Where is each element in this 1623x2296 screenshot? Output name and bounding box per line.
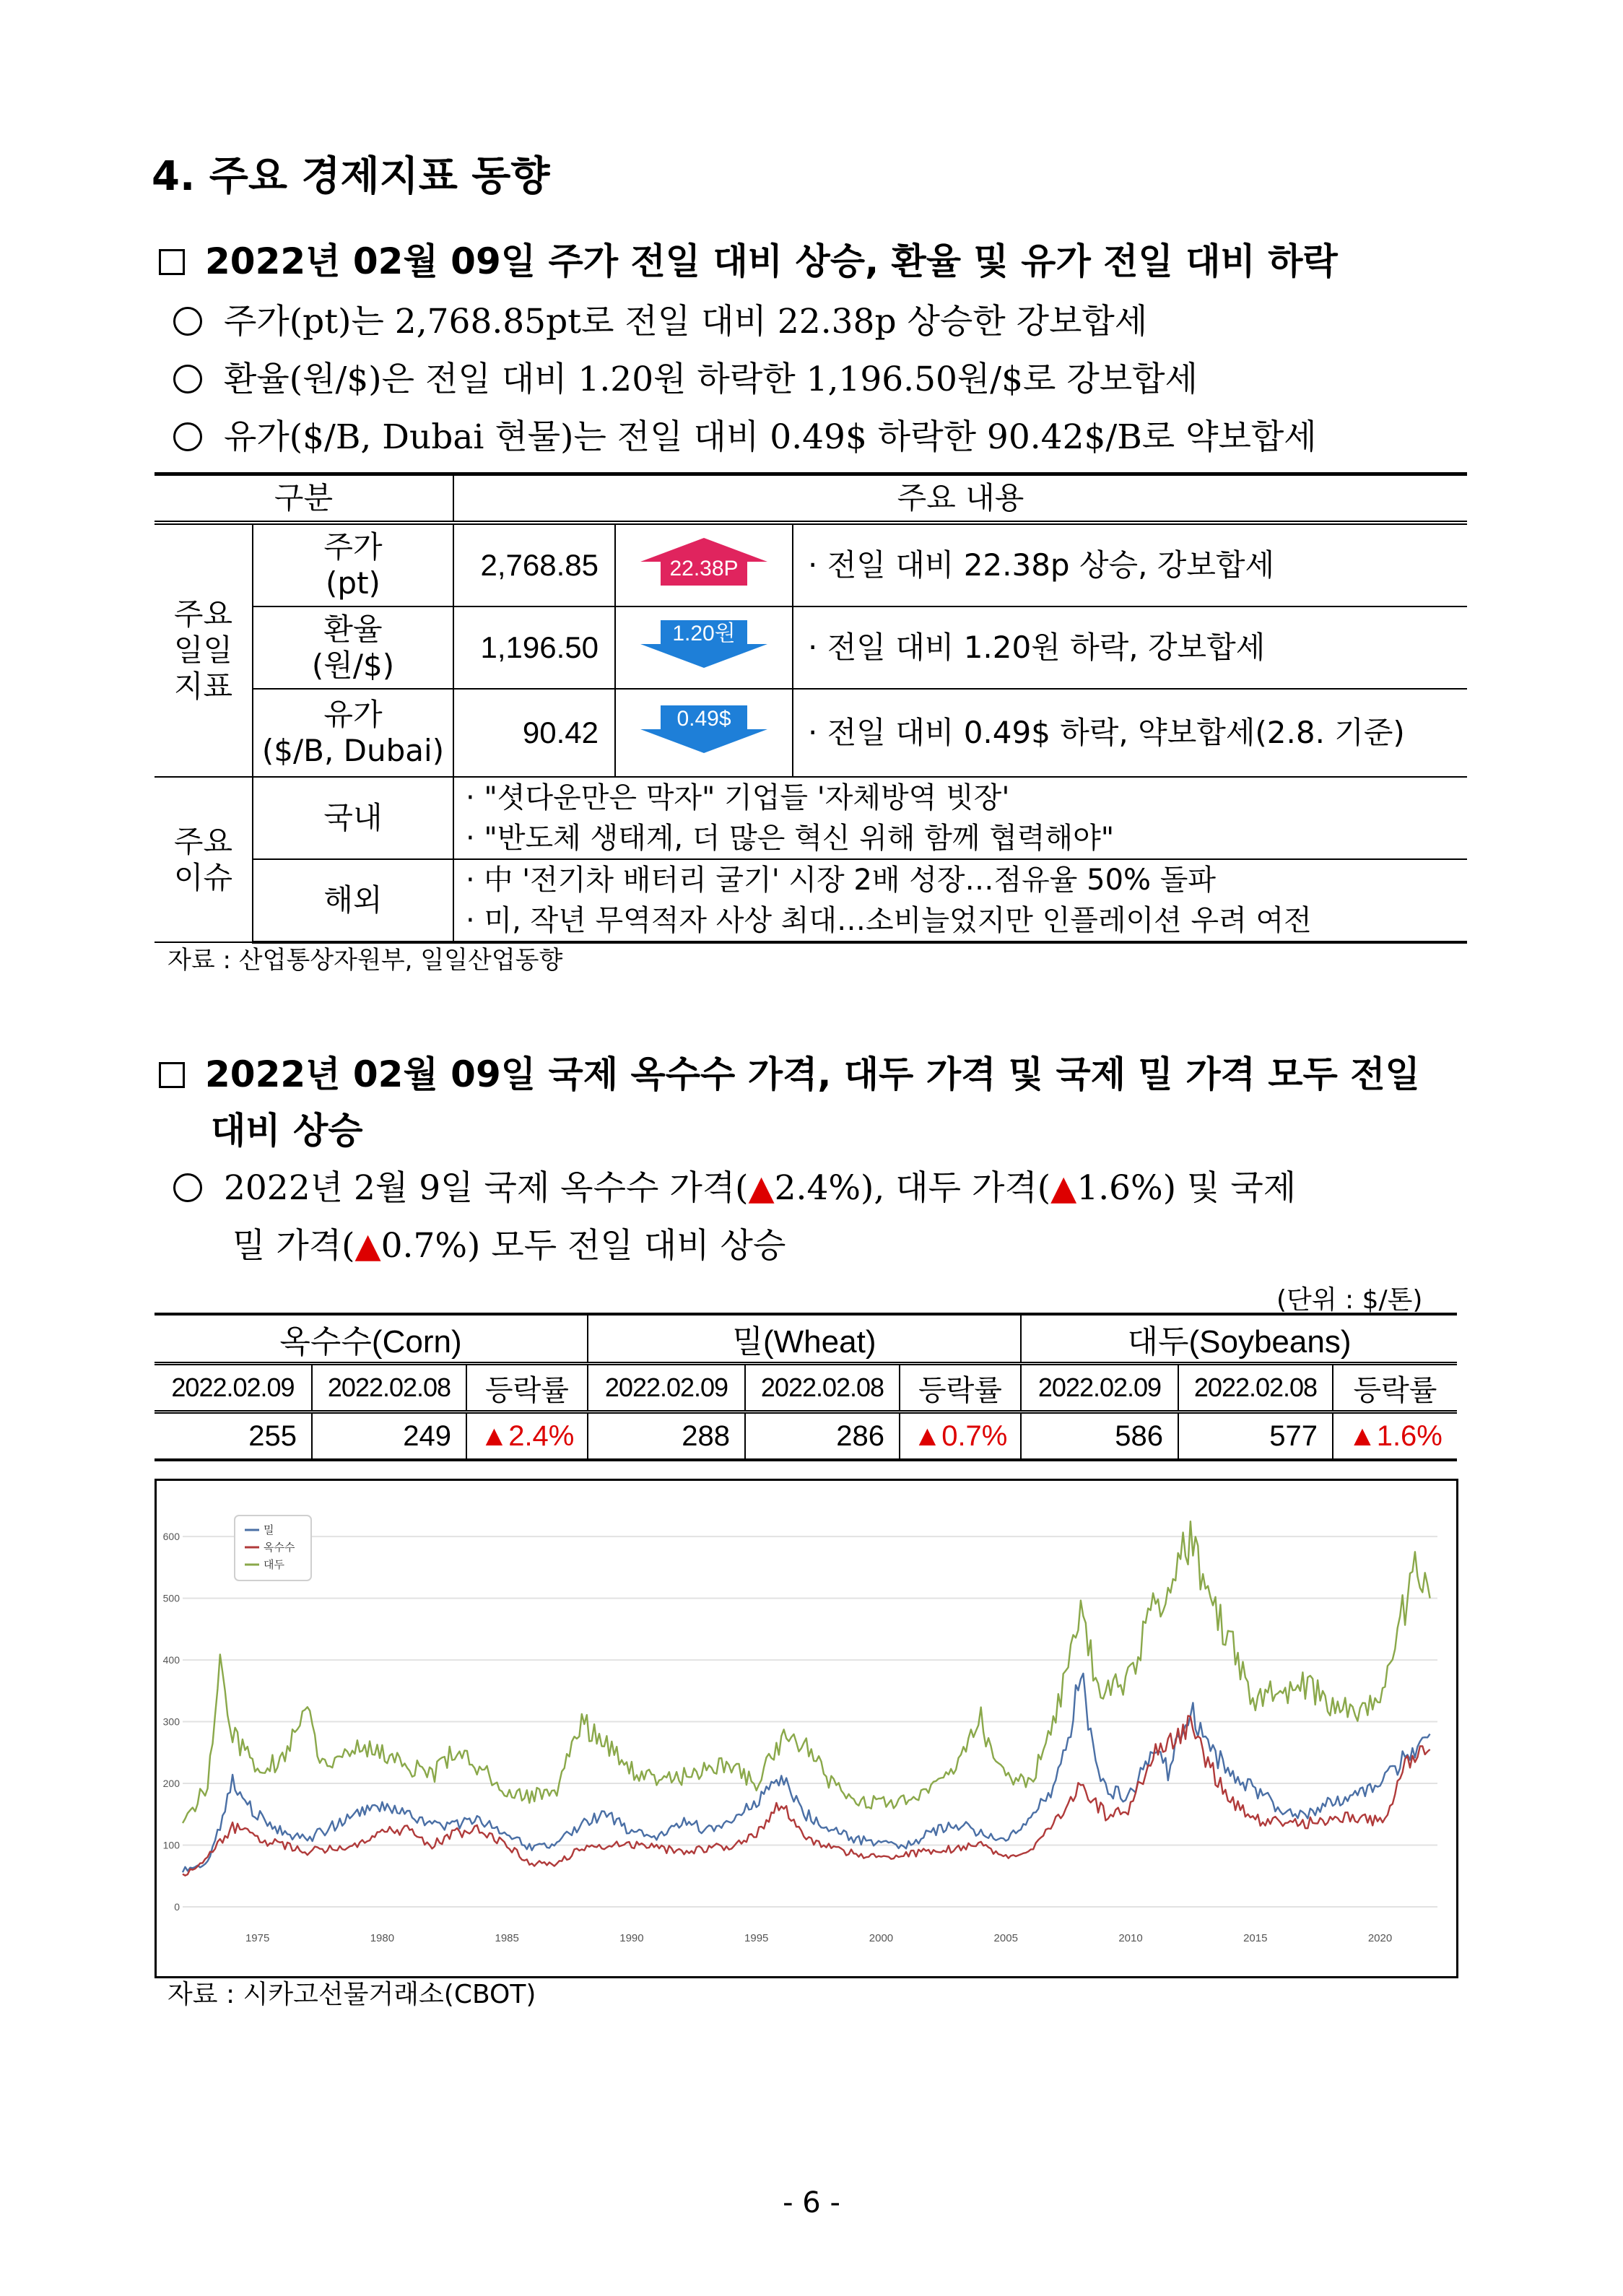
soy-today: 586 [1021, 1412, 1178, 1461]
up-triangle-icon: ▲ [748, 1168, 775, 1208]
bullet-stock: 주가(pt)는 2,768.85pt로 전일 대비 22.38p 상승한 강보합세 [173, 295, 1147, 343]
issue-label-domestic: 국내 [253, 777, 453, 859]
corn-rate: ▲2.4% [466, 1412, 588, 1461]
circle-bullet-icon [173, 1173, 202, 1202]
bullet-fx: 환율(원/$)은 전일 대비 1.20원 하락한 1,196.50원/$로 강보합세 [173, 352, 1198, 401]
daily-indicator-table [155, 472, 1467, 944]
col-rate: 등락률 [1333, 1364, 1457, 1412]
oil-value: 90.42 [453, 689, 615, 777]
down-arrow-icon [639, 704, 769, 755]
row-label-oil: 유가 ($/B, Dubai) [253, 689, 453, 777]
series-line-wheat [183, 1674, 1430, 1873]
col-rate: 등락률 [900, 1364, 1021, 1412]
issue-line: · 中 '전기차 배터리 굴기' 시장 2배 성장…점유율 50% 돌파 [466, 864, 1217, 897]
bullet-oil: 유가($/B, Dubai 현물)는 전일 대비 0.49$ 하락한 90.42$/B로 약보합세 [173, 410, 1317, 458]
unit-label: (단위 : $/톤) [1276, 1285, 1423, 1315]
up-arrow-icon [639, 536, 769, 587]
checkbox-square-icon [159, 249, 185, 275]
stock-change-label: 22.38P [669, 556, 739, 580]
bullet-grain: 2022년 2월 9일 국제 옥수수 가격(▲2.4%), 대두 가격(▲1.6%) 및 국제 [173, 1161, 1296, 1209]
heading-stock-fx-oil [159, 232, 1338, 284]
stock-desc: · 전일 대비 22.38p 상승, 강보합세 [793, 523, 1467, 606]
issue-overseas [453, 859, 1467, 942]
x-tick-label: 2000 [869, 1932, 894, 1944]
y-tick-label: 200 [162, 1778, 180, 1790]
heading-text: 2022년 02월 09일 주가 전일 대비 상승, 환율 및 유가 전일 대비 하락 [205, 240, 1338, 282]
fx-desc: · 전일 대비 1.20원 하락, 강보합세 [793, 606, 1467, 689]
header-content: 주요 내용 [453, 474, 1467, 523]
fx-change-label: 1.20원 [672, 621, 736, 645]
x-tick-label: 2005 [993, 1932, 1018, 1944]
x-tick-label: 1985 [495, 1932, 519, 1944]
oil-change-cell [615, 689, 793, 777]
col-date-today: 2022.02.09 [588, 1364, 745, 1412]
section-title: 4. 주요 경제지표 동향 [152, 153, 550, 200]
x-tick-label: 1980 [370, 1932, 395, 1944]
up-triangle-icon: ▲ [1050, 1168, 1077, 1208]
bullet-grain-line2: 밀 가격(▲0.7%) 모두 전일 대비 상승 [232, 1226, 786, 1266]
col-date-prev: 2022.02.08 [312, 1364, 466, 1412]
circle-bullet-icon [173, 422, 202, 451]
issue-label-overseas: 해외 [253, 859, 453, 942]
group-major-issues: 주요 이슈 [155, 777, 253, 942]
corn-prev: 249 [312, 1412, 466, 1461]
issue-line: · "반도체 생태계, 더 많은 혁신 위해 함께 협력해야" [466, 822, 1115, 855]
source-note-2: 자료 : 시카고선물거래소(CBOT) [167, 1980, 536, 2009]
oil-desc: · 전일 대비 0.49$ 하락, 약보합세(2.8. 기준) [793, 689, 1467, 777]
chart-svg [157, 1481, 1456, 1976]
col-date-today: 2022.02.09 [155, 1364, 312, 1412]
source-note-1: 자료 : 산업통상자원부, 일일산업동향 [167, 946, 563, 975]
issue-domestic [453, 777, 1467, 859]
soy-rate: ▲1.6% [1333, 1412, 1457, 1461]
y-tick-label: 0 [174, 1901, 180, 1913]
x-tick-label: 2015 [1243, 1932, 1268, 1944]
x-tick-label: 2020 [1367, 1932, 1393, 1944]
page-number: - 6 - [783, 2186, 840, 2219]
soy-prev: 577 [1178, 1412, 1333, 1461]
x-tick-label: 1990 [619, 1932, 644, 1944]
legend-label: 옥수수 [264, 1541, 295, 1554]
col-rate: 등락률 [466, 1364, 588, 1412]
group-wheat: 밀(Wheat) [588, 1314, 1021, 1364]
y-tick-label: 300 [162, 1716, 180, 1728]
grain-price-table [155, 1313, 1457, 1461]
stock-change-cell [615, 523, 793, 606]
y-tick-label: 600 [162, 1531, 180, 1543]
y-tick-label: 100 [162, 1839, 180, 1851]
col-date-prev: 2022.02.08 [1178, 1364, 1333, 1412]
group-corn: 옥수수(Corn) [155, 1314, 588, 1364]
issue-line: · 미, 작년 무역적자 사상 최대…소비늘었지만 인플레이션 우려 여전 [466, 904, 1312, 937]
y-tick-label: 400 [162, 1654, 180, 1666]
fx-value: 1,196.50 [453, 606, 615, 689]
fx-change-cell [615, 606, 793, 689]
group-daily-indicators: 주요 일일 지표 [155, 523, 253, 777]
x-tick-label: 2010 [1118, 1932, 1143, 1944]
wheat-rate: ▲0.7% [900, 1412, 1021, 1461]
legend-label: 밀 [264, 1523, 274, 1536]
checkbox-square-icon [159, 1062, 185, 1088]
series-line-soybean [183, 1521, 1430, 1823]
circle-bullet-icon [173, 365, 202, 393]
corn-today: 255 [155, 1412, 312, 1461]
grain-price-chart [155, 1479, 1458, 1978]
up-triangle-icon: ▲ [354, 1226, 381, 1266]
wheat-prev: 286 [745, 1412, 900, 1461]
down-arrow-icon [639, 619, 769, 669]
wheat-today: 288 [588, 1412, 745, 1461]
heading-grain-prices: 2022년 02월 09일 국제 옥수수 가격, 대두 가격 및 국제 밀 가격 모두 전일 [159, 1045, 1420, 1097]
col-date-prev: 2022.02.08 [745, 1364, 900, 1412]
oil-change-label: 0.49$ [676, 706, 731, 731]
circle-bullet-icon [173, 307, 202, 336]
heading-grain-prices-line2: 대비 상승 [211, 1110, 363, 1152]
group-soybeans: 대두(Soybeans) [1021, 1314, 1457, 1364]
legend-label: 대두 [264, 1558, 284, 1571]
y-tick-label: 500 [162, 1592, 180, 1604]
row-label-fx: 환율 (원/$) [253, 606, 453, 689]
stock-value: 2,768.85 [453, 523, 615, 606]
header-gubun: 구분 [155, 474, 453, 523]
x-tick-label: 1975 [245, 1932, 270, 1944]
x-tick-label: 1995 [744, 1932, 769, 1944]
col-date-today: 2022.02.09 [1021, 1364, 1178, 1412]
row-label-stock: 주가 (pt) [253, 523, 453, 606]
issue-line: · "셧다운만은 막자" 기업들 '자체방역 빗장' [466, 781, 1010, 814]
